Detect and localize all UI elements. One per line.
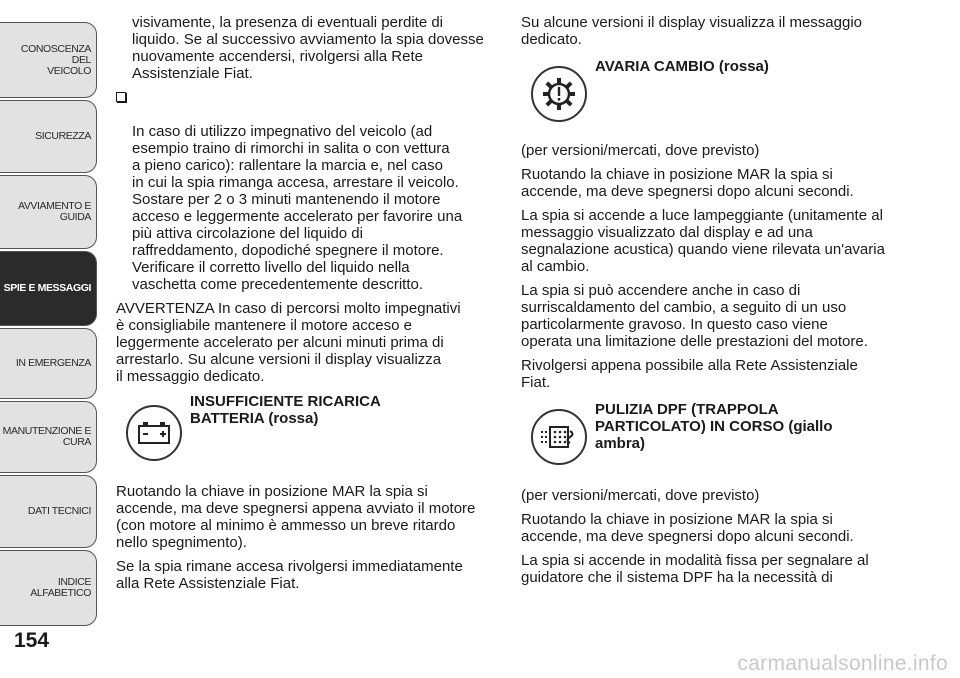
paragraph: La spia si accende in modalità fissa per segnalare al guidatore che il sistema DPF ha la necessità di xyxy=(521,552,869,586)
paragraph: Ruotando la chiave in posizione MAR la spia si accende, ma deve spegnersi dopo alcuni secondi. xyxy=(521,166,854,200)
section-title: AVARIA CAMBIO (rossa) xyxy=(595,58,769,75)
tab-spie-e-messaggi[interactable]: SPIE E MESSAGGI xyxy=(0,251,97,326)
paragraph: Rivolgersi appena possibile alla Rete Assistenziale Fiat. xyxy=(521,357,858,391)
bullet-text: In caso di utilizzo impegnativo del veicolo (ad esempio traino di rimorchi in salita o con vettura a pieno carico): rallentare la marcia e, nel caso in cui la spia rimanga accesa, arrestare il veicolo. Sostare per 2 o 3 minuti mantenendo il motore acceso e leggermente accelerato per favorire una più attiva circolazione del liquido di raffreddamento, dopodiché spegnere il motore. Verificare il corretto livello del liquido nella vaschetta come precedentemente descritto. xyxy=(132,123,463,293)
gear-warning-icon xyxy=(531,66,587,122)
section-title: PULIZIA DPF (TRAPPOLA PARTICOLATO) IN CORSO (giallo ambra) xyxy=(595,401,833,452)
intro-paragraph: Su alcune versioni il display visualizza il messaggio dedicato. xyxy=(521,14,862,48)
paragraph: Se la spia rimane accesa rivolgersi immediatamente alla Rete Assistenziale Fiat. xyxy=(116,558,463,592)
checkbox-bullet-icon xyxy=(116,92,126,102)
page-number: 154 xyxy=(14,629,50,652)
section-header-dpf xyxy=(521,401,906,481)
right-column xyxy=(521,14,906,593)
dpf-filter-icon xyxy=(531,409,587,465)
paragraph: Ruotando la chiave in posizione MAR la spia si accende, ma deve spegnersi appena avviato il motore (con motore al minimo è ammesso un breve ritardo nello spegnimento). xyxy=(116,483,476,551)
tab-sicurezza[interactable]: SICUREZZA xyxy=(0,100,97,173)
tab-conoscenza-del-veicolo[interactable]: CONOSCENZA DEL VEICOLO xyxy=(0,22,97,98)
list-item xyxy=(116,89,496,293)
section-title: INSUFFICIENTE RICARICA BATTERIA (rossa) xyxy=(190,393,381,427)
chapter-sidebar xyxy=(0,0,100,678)
section-header-battery xyxy=(116,393,496,477)
paragraph: La spia si accende a luce lampeggiante (unitamente al messaggio visualizzato dal display e ad una segnalazione acustica) quando viene rilevata un'avaria al cambio. xyxy=(521,207,885,275)
paragraph: (per versioni/mercati, dove previsto) xyxy=(521,142,760,159)
intro-continuation: visivamente, la presenza di eventuali perdite di liquido. Se al successivo avviamento la spia dovesse nuovamente accendersi, rivolgersi alla Rete Assistenziale Fiat. xyxy=(132,14,484,82)
section-header-gearbox xyxy=(521,58,906,136)
paragraph: Ruotando la chiave in posizione MAR la spia si accende, ma deve spegnersi dopo alcuni secondi. xyxy=(521,511,854,545)
left-column xyxy=(116,14,496,599)
paragraph: (per versioni/mercati, dove previsto) xyxy=(521,487,760,504)
warning-note: AVVERTENZA In caso di percorsi molto impegnativi è consigliabile mantenere il motore acceso e leggermente accelerato per alcuni minuti prima di arrestarlo. Su alcune versioni il display visualizza il messaggio dedicato. xyxy=(116,300,461,385)
tab-in-emergenza[interactable]: IN EMERGENZA xyxy=(0,328,97,399)
battery-icon xyxy=(126,405,182,461)
paragraph: La spia si può accendere anche in caso di surriscaldamento del cambio, a seguito di un uso particolarmente gravoso. In questo caso viene operata una limitazione delle prestazioni del motore. xyxy=(521,282,868,350)
tab-dati-tecnici[interactable]: DATI TECNICI xyxy=(0,475,97,548)
tab-avviamento-e-guida[interactable]: AVVIAMENTO E GUIDA xyxy=(0,175,97,249)
tab-manutenzione-e-cura[interactable]: MANUTENZIONE E CURA xyxy=(0,401,97,473)
tab-indice-alfabetico[interactable]: INDICE ALFABETICO xyxy=(0,550,97,626)
watermark: carmanualsonline.info xyxy=(737,652,948,675)
